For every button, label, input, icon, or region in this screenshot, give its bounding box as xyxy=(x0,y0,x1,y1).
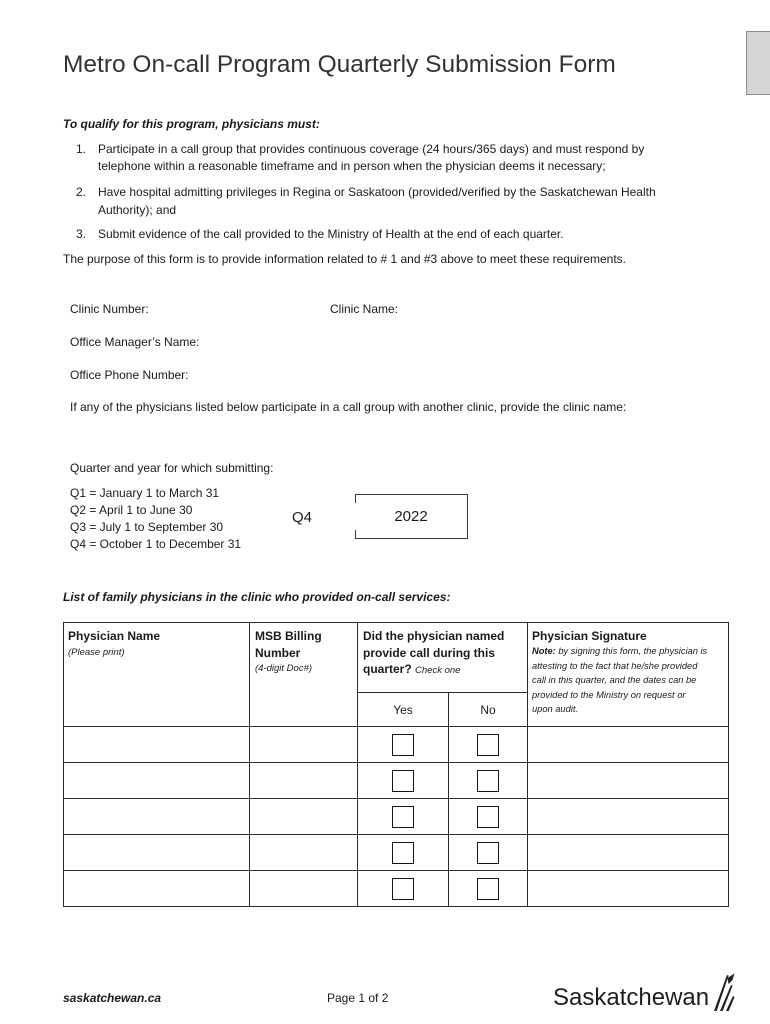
header-content xyxy=(528,623,728,717)
call-yes-cell xyxy=(358,799,449,835)
office-phone-label: Office Phone Number: xyxy=(70,368,189,382)
call-yes-checkbox[interactable] xyxy=(392,878,414,900)
msb-number-input[interactable] xyxy=(250,871,357,906)
clinic-number-label: Clinic Number: xyxy=(70,302,149,316)
header-title-line: Number xyxy=(255,645,301,660)
call-yes-cell xyxy=(358,727,449,763)
physician-list-heading: List of family physicians in the clinic who provided on-call services: xyxy=(63,590,451,604)
msb-number-input[interactable] xyxy=(250,763,357,798)
office-phone-input[interactable] xyxy=(200,366,725,384)
call-no-checkbox[interactable] xyxy=(477,770,499,792)
yes-column-header: Yes xyxy=(358,693,449,727)
call-no-checkbox[interactable] xyxy=(477,842,499,864)
page-indicator: Page 1 of 2 xyxy=(327,991,389,1005)
scrollbar-thumb[interactable] xyxy=(746,31,770,95)
msb-number-cell xyxy=(250,727,358,763)
physician-name-input[interactable] xyxy=(64,799,249,834)
call-no-cell xyxy=(449,727,528,763)
requirement-line: telephone within a reasonable timeframe and in person when the physician deems it necessary; xyxy=(98,159,606,173)
wheat-icon xyxy=(712,972,736,1012)
year-field[interactable] xyxy=(355,495,467,538)
signature-note-line: provided to the Ministry on request or xyxy=(532,689,686,700)
header-content xyxy=(358,623,527,680)
purpose-statement: The purpose of this form is to provide information related to # 1 and #3 above to meet these requirements. xyxy=(63,252,626,266)
saskatchewan-logo xyxy=(553,984,738,1014)
signature-cell xyxy=(528,871,729,907)
requirement-line: Submit evidence of the call provided to the Ministry of Health at the end of each quarter. xyxy=(98,227,564,241)
signature-note-line: upon audit. xyxy=(532,704,579,715)
clinic-number-input[interactable] xyxy=(158,300,323,318)
table-row xyxy=(64,763,729,799)
requirement-text xyxy=(98,141,644,175)
call-yes-cell xyxy=(358,871,449,907)
msb-number-cell xyxy=(250,871,358,907)
physician-table xyxy=(63,622,729,907)
requirement-item xyxy=(0,141,700,181)
requirement-text xyxy=(98,226,564,243)
table-header-row xyxy=(64,623,729,693)
header-title-line xyxy=(363,661,524,680)
requirement-number: 3. xyxy=(76,227,87,241)
no-column-header: No xyxy=(449,693,528,727)
quarter-definition: Q1 = January 1 to March 31 xyxy=(70,486,220,500)
physician-name-input[interactable] xyxy=(64,727,249,762)
signature-note-line xyxy=(532,644,725,659)
msb-number-input[interactable] xyxy=(250,835,357,870)
requirement-text xyxy=(98,183,656,219)
call-no-cell xyxy=(449,799,528,835)
quarter-definition: Q3 = July 1 to September 30 xyxy=(70,520,224,534)
header-title-line: MSB Billing xyxy=(255,629,322,643)
physician-signature-input[interactable] xyxy=(528,835,728,870)
header-content xyxy=(64,623,249,660)
physician-name-input[interactable] xyxy=(64,835,249,870)
quarter-definitions xyxy=(70,485,241,553)
physician-name-input[interactable] xyxy=(64,871,249,906)
physician-name-cell xyxy=(64,799,250,835)
signature-cell xyxy=(528,835,729,871)
requirement-number: 2. xyxy=(76,185,87,199)
qualify-heading: To qualify for this program, physicians must: xyxy=(63,117,320,131)
quarter-field[interactable] xyxy=(292,507,348,527)
requirement-line: Participate in a call group that provides continuous coverage (24 hours/365 days) and must respond by xyxy=(98,142,645,156)
table-row xyxy=(64,727,729,763)
physician-signature-input[interactable] xyxy=(528,871,728,906)
call-no-checkbox[interactable] xyxy=(477,878,499,900)
page-title: Metro On-call Program Quarterly Submission Form xyxy=(63,51,616,78)
header-hint: (4-digit Doc#) xyxy=(255,663,313,674)
note-text: by signing this form, the physician is xyxy=(558,646,708,656)
call-yes-cell xyxy=(358,835,449,871)
header-hint: (Please print) xyxy=(68,646,125,658)
other-clinic-input[interactable] xyxy=(70,425,725,443)
table-row xyxy=(64,799,729,835)
header-title-word: quarter? xyxy=(363,662,412,676)
msb-number-cell xyxy=(250,835,358,871)
header-content xyxy=(250,623,357,676)
requirement-number: 1. xyxy=(76,142,87,156)
signature-cell xyxy=(528,727,729,763)
call-yes-checkbox[interactable] xyxy=(392,842,414,864)
msb-number-header xyxy=(250,623,358,727)
call-no-cell xyxy=(449,871,528,907)
quarter-year-label: Quarter and year for which submitting: xyxy=(70,461,274,475)
call-yes-cell xyxy=(358,763,449,799)
header-title: Physician Signature xyxy=(532,629,647,643)
physician-name-input[interactable] xyxy=(64,763,249,798)
signature-note-line: call in this quarter, and the dates can be xyxy=(532,675,697,686)
physician-signature-input[interactable] xyxy=(528,799,728,834)
call-no-cell xyxy=(449,835,528,871)
clinic-name-label: Clinic Name: xyxy=(330,302,399,316)
call-no-checkbox[interactable] xyxy=(477,734,499,756)
physician-signature-input[interactable] xyxy=(528,727,728,762)
table-row xyxy=(64,835,729,871)
msb-number-cell xyxy=(250,799,358,835)
logo-wordmark: Saskatchewan xyxy=(553,984,710,1011)
signature-cell xyxy=(528,763,729,799)
quarter-definition: Q2 = April 1 to June 30 xyxy=(70,503,193,517)
physician-name-header xyxy=(64,623,250,727)
physician-rows xyxy=(64,727,729,907)
office-manager-input[interactable] xyxy=(215,333,725,351)
footer-website: saskatchewan.ca xyxy=(63,991,162,1005)
msb-number-input[interactable] xyxy=(250,799,357,834)
physician-name-cell xyxy=(64,727,250,763)
header-hint: Check one xyxy=(415,665,461,676)
quarter-definition: Q4 = October 1 to December 31 xyxy=(70,537,242,551)
table-row xyxy=(64,871,729,907)
call-provided-header xyxy=(358,623,528,693)
signature-note-line: attesting to the fact that he/she provided xyxy=(532,660,698,671)
office-manager-label: Office Manager’s Name: xyxy=(70,335,200,349)
call-yes-checkbox[interactable] xyxy=(392,806,414,828)
requirement-item xyxy=(0,183,700,223)
physician-name-cell xyxy=(64,835,250,871)
physician-signature-input[interactable] xyxy=(528,763,728,798)
other-clinic-label: If any of the physicians listed below participate in a call group with another clinic, provide the clinic name: xyxy=(70,400,627,414)
requirement-line: Have hospital admitting privileges in Regina or Saskatoon (provided/verified by the Saskatchewan Health xyxy=(98,185,656,199)
requirement-line: Authority); and xyxy=(98,203,177,217)
header-title: Physician Name xyxy=(68,629,161,643)
call-yes-checkbox[interactable] xyxy=(392,734,414,756)
physician-name-cell xyxy=(64,871,250,907)
clinic-name-input[interactable] xyxy=(405,300,725,318)
msb-number-input[interactable] xyxy=(250,727,357,762)
msb-number-cell xyxy=(250,763,358,799)
call-no-cell xyxy=(449,763,528,799)
note-label: Note: xyxy=(532,646,556,656)
physician-name-cell xyxy=(64,763,250,799)
call-yes-checkbox[interactable] xyxy=(392,770,414,792)
signature-header xyxy=(528,623,729,727)
header-title-line: provide call during this xyxy=(363,645,496,660)
year-field-box xyxy=(355,494,468,539)
signature-cell xyxy=(528,799,729,835)
call-no-checkbox[interactable] xyxy=(477,806,499,828)
header-title-line: Did the physician named xyxy=(363,629,505,643)
